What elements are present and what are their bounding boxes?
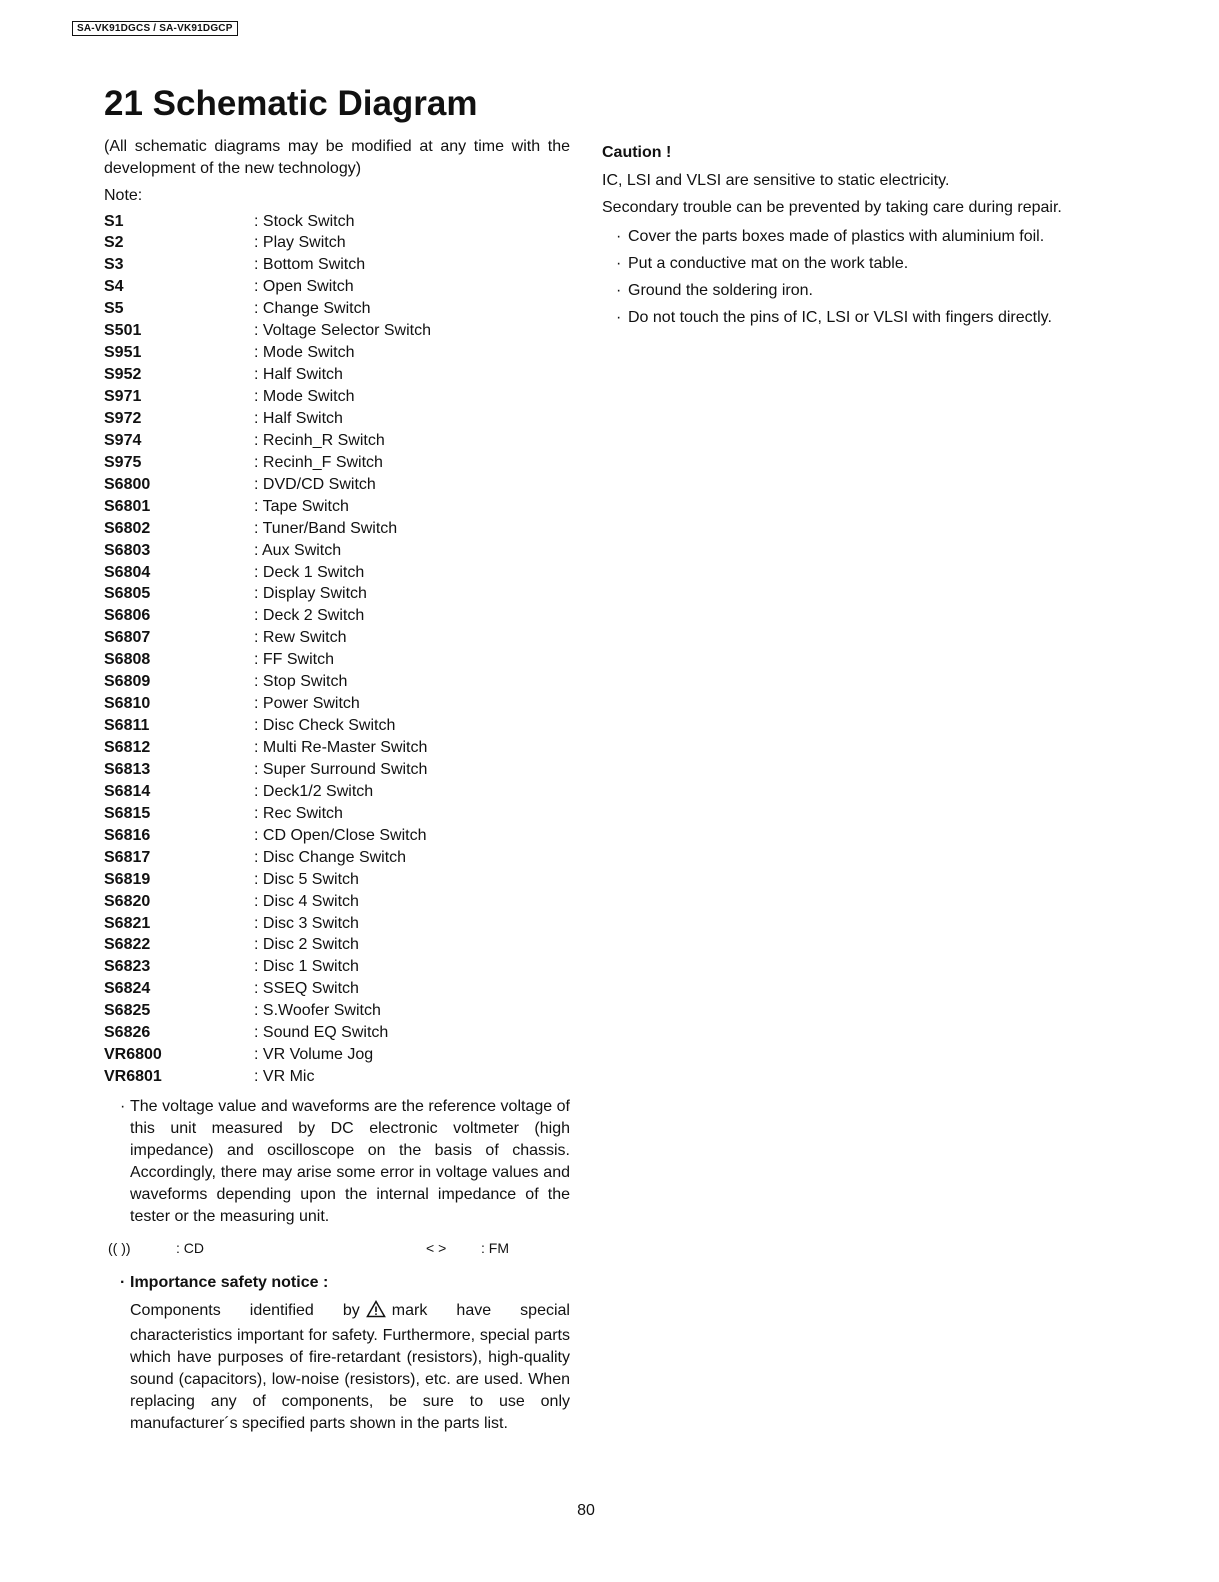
switch-row [104, 211, 570, 233]
switch-description: : Rew Switch [254, 629, 347, 647]
intro-text: (All schematic diagrams may be modified at any time with the development of the new technology) [104, 138, 570, 177]
switch-id: S6826 [104, 1024, 151, 1042]
legend-cd-symbol: (( )) [108, 1240, 131, 1256]
switch-description: : Disc 2 Switch [254, 936, 359, 954]
left-column [104, 136, 570, 1435]
switch-id: S6815 [104, 804, 151, 822]
switch-row [104, 364, 570, 386]
switch-id: S6806 [104, 607, 151, 625]
switch-description: : VR Mic [254, 1068, 315, 1086]
switch-row [104, 452, 570, 474]
legend-fm-symbol: < > [426, 1240, 447, 1256]
switch-id: S6812 [104, 739, 151, 756]
switch-description: : S.Woofer Switch [254, 1002, 381, 1020]
switch-row [104, 759, 570, 781]
switch-description: : Disc 3 Switch [254, 914, 359, 932]
switch-description: : Bottom Switch [254, 256, 366, 274]
switch-id: S975 [104, 453, 142, 471]
precaution-text: Ground the soldering iron. [628, 281, 813, 299]
bullet-mark: · [120, 1098, 126, 1115]
switch-description: : Voltage Selector Switch [254, 322, 431, 340]
model-tag: SA-VK91DGCS / SA-VK91DGCP [72, 21, 238, 36]
switch-description: : Change Switch [254, 300, 371, 318]
switch-description: : DVD/CD Switch [254, 475, 376, 493]
switch-id: S6809 [104, 673, 151, 691]
switch-id: VR6801 [104, 1068, 162, 1086]
note-label: Note: [104, 187, 143, 204]
switch-row [104, 1044, 570, 1066]
switch-description: : Half Switch [254, 366, 343, 384]
switch-description: : Disc Check Switch [254, 717, 396, 735]
switch-description: : FF Switch [254, 651, 335, 669]
switch-id: S6823 [104, 958, 151, 976]
switch-id: S5 [104, 300, 124, 318]
legend-fm-label: : FM [481, 1240, 509, 1256]
caution-line-1: IC, LSI and VLSI are sensitive to static electricity. [602, 171, 950, 189]
switch-list [104, 211, 570, 1089]
switch-description: : Display Switch [254, 585, 367, 603]
switch-row [104, 320, 570, 342]
switch-description: : Stop Switch [254, 673, 348, 691]
switch-row [104, 891, 570, 913]
switch-id: S6810 [104, 695, 151, 713]
switch-description: : Recinh_F Switch [254, 453, 383, 471]
switch-row [104, 474, 570, 496]
switch-id: S6819 [104, 870, 151, 888]
switch-row [104, 693, 570, 715]
switch-id: S2 [104, 234, 124, 252]
switch-row [104, 869, 570, 891]
switch-row [104, 1022, 570, 1044]
switch-id: S974 [104, 431, 142, 449]
switch-description: : Disc 5 Switch [254, 870, 359, 888]
switch-id: S6814 [104, 782, 151, 800]
page-title: 21 Schematic Diagram [104, 84, 478, 123]
switch-description: : Power Switch [254, 695, 360, 713]
switch-description: : VR Volume Jog [254, 1046, 374, 1064]
switch-description: : Deck1/2 Switch [254, 782, 374, 800]
switch-description: : Recinh_R Switch [254, 431, 385, 449]
switch-row [104, 562, 570, 584]
switch-description: : Deck 2 Switch [254, 607, 365, 625]
switch-description: : Open Switch [254, 278, 354, 296]
switch-row [104, 715, 570, 737]
switch-row [104, 496, 570, 518]
switch-id: S6822 [104, 936, 151, 954]
switch-row [104, 847, 570, 869]
switch-id: S3 [104, 256, 124, 274]
switch-row [104, 408, 570, 430]
switch-id: S971 [104, 388, 142, 405]
switch-description: : Play Switch [254, 234, 346, 252]
voltage-note [120, 1096, 570, 1228]
switch-row [104, 956, 570, 978]
switch-description: : Disc 1 Switch [254, 958, 359, 976]
switch-row [104, 342, 570, 364]
bullet-mark: · [616, 254, 622, 272]
switch-id: VR6800 [104, 1046, 162, 1064]
switch-row [104, 1066, 570, 1088]
precaution-item [616, 250, 1067, 277]
switch-row [104, 540, 570, 562]
safety-text-before: Components identified by [130, 1302, 360, 1319]
switch-id: S4 [104, 278, 124, 296]
bullet-mark: · [616, 281, 622, 299]
switch-description: : Tuner/Band Switch [254, 519, 398, 537]
switch-row [104, 430, 570, 452]
right-column [602, 136, 1067, 331]
caution-title: Caution ! [602, 144, 672, 161]
switch-row [104, 1000, 570, 1022]
bullet-mark: · [616, 227, 622, 245]
switch-id: S6811 [104, 717, 150, 735]
safety-heading [120, 1272, 570, 1294]
legend-cd-label: : CD [176, 1240, 204, 1256]
switch-row [104, 737, 570, 759]
switch-row [104, 298, 570, 320]
switch-row [104, 254, 570, 276]
precaution-text: Put a conductive mat on the work table. [628, 254, 909, 272]
switch-description: : Tape Switch [254, 497, 349, 515]
switch-description: : Rec Switch [254, 804, 343, 822]
switch-description: : Half Switch [254, 409, 343, 427]
switch-description: : Sound EQ Switch [254, 1024, 389, 1042]
voltage-note-text: The voltage value and waveforms are the reference voltage of this unit measured by DC electronic voltmeter (high impedance) and oscilloscope on the basis of chassis. Accordingly, there may arise some error in voltage values and waveforms depending upon the internal impedance of the tester or the measuring unit. [130, 1098, 570, 1225]
switch-row [104, 605, 570, 627]
switch-description: : Disc Change Switch [254, 848, 407, 866]
switch-row [104, 627, 570, 649]
switch-row [104, 671, 570, 693]
switch-description: : Deck 1 Switch [254, 563, 365, 581]
switch-id: S951 [104, 344, 142, 362]
precaution-text: Cover the parts boxes made of plastics with aluminium foil. [628, 227, 1045, 245]
legend-row [104, 1236, 570, 1258]
switch-id: S6821 [104, 914, 151, 932]
switch-id: S6803 [104, 541, 151, 559]
switch-id: S6817 [104, 848, 151, 866]
switch-id: S6802 [104, 519, 151, 537]
switch-id: S6825 [104, 1002, 151, 1020]
switch-id: S6813 [104, 760, 151, 778]
switch-description: : Multi Re-Master Switch [254, 739, 428, 756]
switch-row [104, 913, 570, 935]
switch-id: S6805 [104, 585, 151, 603]
switch-description: : Aux Switch [254, 541, 342, 559]
warning-triangle-icon [366, 1300, 386, 1325]
caution-line-2: Secondary trouble can be prevented by taking care during repair. [602, 199, 1062, 216]
switch-row [104, 781, 570, 803]
switch-id: S6800 [104, 475, 151, 493]
switch-row [104, 276, 570, 298]
switch-row [104, 386, 570, 408]
precaution-item [616, 223, 1067, 250]
switch-row [104, 934, 570, 956]
switch-id: S6807 [104, 629, 151, 647]
switch-description: : Stock Switch [254, 212, 355, 230]
switch-id: S6808 [104, 651, 151, 669]
switch-id: S501 [104, 322, 142, 340]
switch-id: S1 [104, 212, 124, 230]
switch-row [104, 583, 570, 605]
precaution-text: Do not touch the pins of IC, LSI or VLSI with fingers directly. [628, 308, 1052, 326]
switch-id: S6804 [104, 563, 151, 581]
bullet-mark: · [616, 308, 622, 326]
switch-id: S6824 [104, 980, 151, 998]
switch-description: : Mode Switch [254, 388, 355, 405]
bullet-mark: · [120, 1274, 126, 1291]
switch-id: S6820 [104, 892, 151, 910]
switch-description: : Disc 4 Switch [254, 892, 359, 910]
switch-row [104, 232, 570, 254]
switch-row [104, 518, 570, 540]
switch-id: S952 [104, 366, 142, 384]
switch-description: : Super Surround Switch [254, 760, 428, 778]
switch-id: S6816 [104, 826, 151, 844]
switch-id: S972 [104, 409, 142, 427]
switch-row [104, 649, 570, 671]
switch-description: : SSEQ Switch [254, 980, 359, 998]
page-number: 80 [577, 1502, 595, 1519]
switch-description: : Mode Switch [254, 344, 355, 362]
switch-row [104, 978, 570, 1000]
safety-text [130, 1300, 570, 1435]
precaution-list [616, 223, 1067, 331]
precaution-item [616, 277, 1067, 304]
switch-row [104, 825, 570, 847]
switch-id: S6801 [104, 497, 151, 515]
switch-row [104, 803, 570, 825]
safety-text-after: mark have special characteristics important for safety. Furthermore, special parts which have purposes of fire-retardant (resistors), high-quality sound (capacitors), low-noise (resistors), etc. are used. When replacing any of components, be sure to use only manufacturer´s specified parts shown in the parts list. [130, 1302, 570, 1432]
switch-description: : CD Open/Close Switch [254, 826, 427, 844]
precaution-item [616, 304, 1067, 331]
safety-heading-text: Importance safety notice : [130, 1274, 329, 1291]
